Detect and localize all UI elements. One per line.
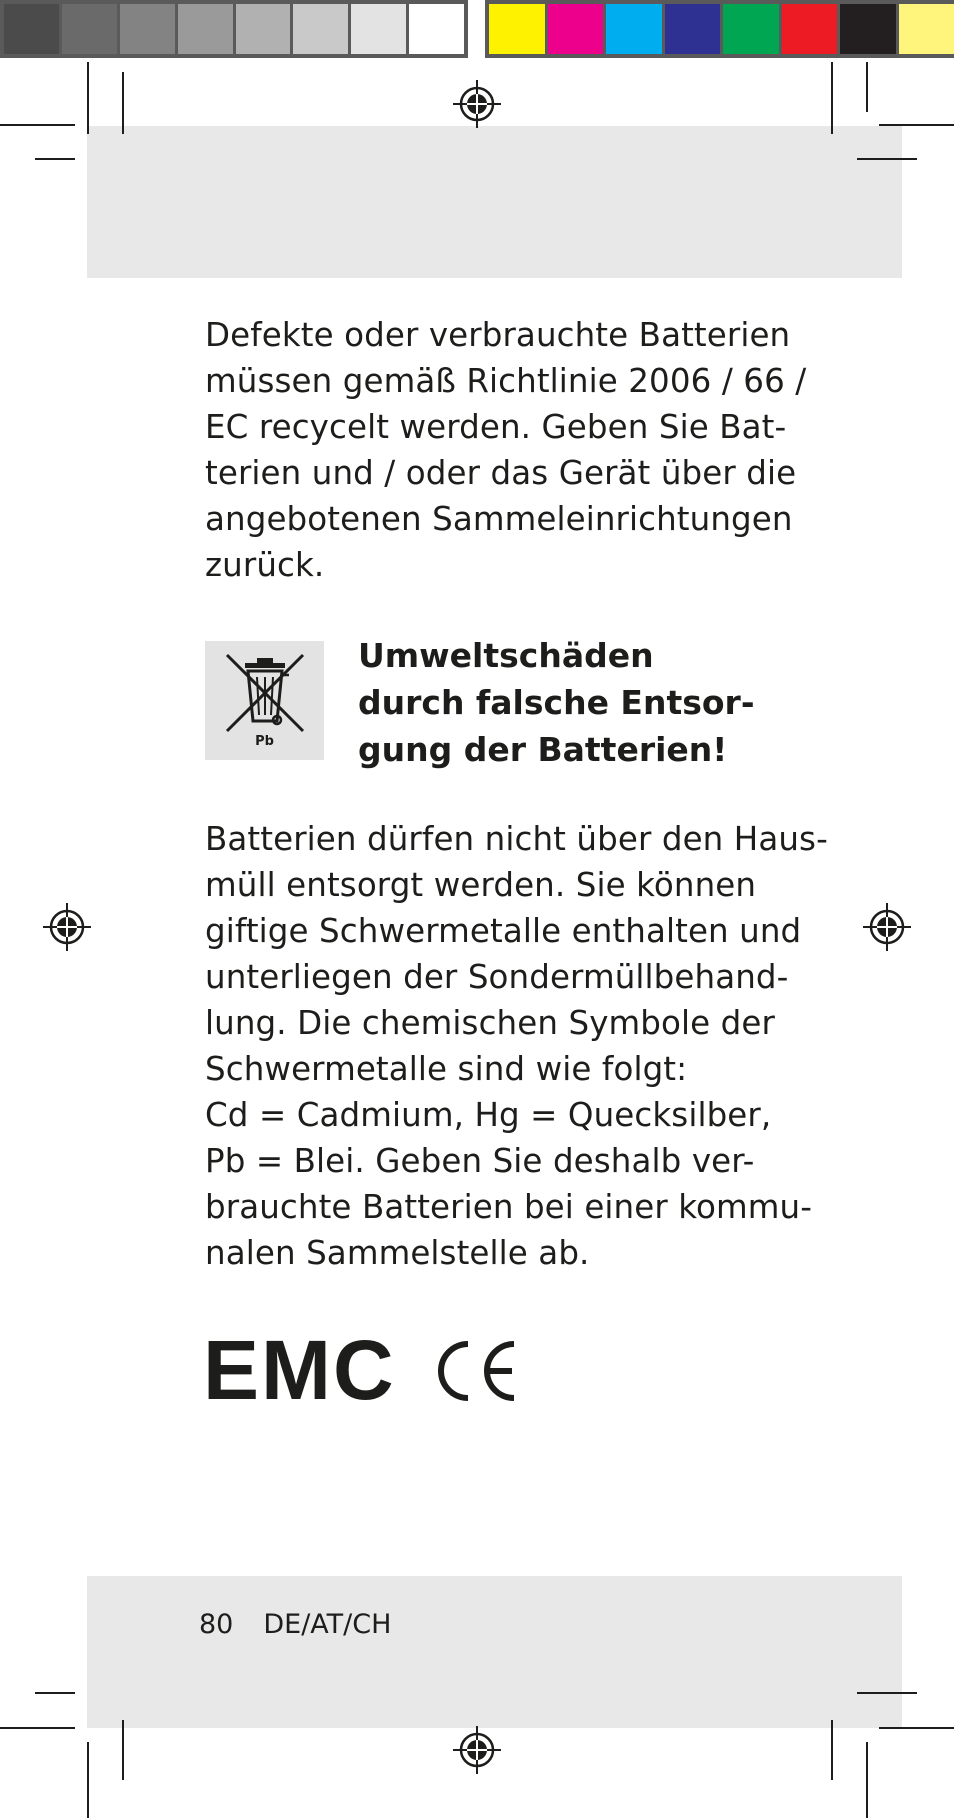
- gray-swatch: [62, 4, 120, 54]
- text-line: terien und / oder das Gerät über die: [205, 454, 797, 492]
- ce-mark-icon: [432, 1340, 518, 1402]
- text-line: nalen Sammelstelle ab.: [205, 1234, 590, 1272]
- crop-mark: [857, 158, 917, 160]
- color-swatch: [782, 4, 841, 54]
- color-swatch: [606, 4, 665, 54]
- text-line: Defekte oder verbrauchte Batterien: [205, 316, 791, 354]
- page-footer: [199, 1605, 391, 1645]
- registration-mark-icon: [863, 903, 911, 951]
- color-swatch: [548, 4, 607, 54]
- text-line: lung. Die chemischen Symbole der: [205, 1004, 775, 1042]
- crop-mark: [831, 1720, 833, 1780]
- crop-mark: [879, 124, 954, 126]
- color-swatch: [489, 4, 548, 54]
- text-line: EC recycelt werden. Geben Sie Bat-: [205, 408, 787, 446]
- crop-mark: [857, 1692, 917, 1694]
- crop-mark: [122, 72, 124, 134]
- crop-mark: [879, 1727, 954, 1729]
- header-band: [87, 126, 902, 278]
- text-line: unterliegen der Sondermüllbehand-: [205, 958, 789, 996]
- text-line: Cd = Cadmium, Hg = Quecksilber,: [205, 1096, 772, 1134]
- crop-mark: [35, 1692, 75, 1694]
- crop-mark: [831, 62, 833, 134]
- color-swatch: [899, 4, 954, 54]
- text-line: müll entsorgt werden. Sie können: [205, 866, 757, 904]
- footer-band: [87, 1576, 902, 1728]
- battery-disposal-paragraph: [205, 816, 828, 1276]
- text-line: zurück.: [205, 546, 325, 584]
- registration-mark-icon: [453, 80, 501, 128]
- gray-swatch: [120, 4, 178, 54]
- pb-label: Pb: [255, 734, 274, 749]
- grayscale-calibration-bar: [0, 0, 468, 58]
- crop-mark: [866, 1742, 868, 1818]
- recycling-paragraph: [205, 312, 807, 588]
- text-line: giftige Schwermetalle enthalten und: [205, 912, 802, 950]
- gray-swatch: [351, 4, 409, 54]
- emc-mark: EMC: [203, 1323, 396, 1417]
- text-line: Schwermetalle sind wie folgt:: [205, 1050, 688, 1088]
- crop-mark: [0, 124, 75, 126]
- crop-mark: [87, 1742, 89, 1818]
- crop-mark: [0, 1727, 75, 1729]
- text-line: müssen gemäß Richtlinie 2006 / 66 /: [205, 362, 807, 400]
- title-line: durch falsche Entsor-: [358, 683, 755, 722]
- gray-swatch: [178, 4, 236, 54]
- registration-mark-icon: [453, 1726, 501, 1774]
- text-line: Batterien dürfen nicht über den Haus-: [205, 820, 828, 858]
- region-codes: DE/AT/CH: [263, 1609, 392, 1640]
- color-swatch: [840, 4, 899, 54]
- gray-swatch: [293, 4, 351, 54]
- title-line: gung der Batterien!: [358, 730, 728, 769]
- color-swatch: [723, 4, 782, 54]
- crop-mark: [35, 158, 75, 160]
- title-line: Umweltschäden: [358, 636, 654, 675]
- crop-mark: [866, 62, 868, 112]
- crop-mark: [87, 62, 89, 134]
- gray-swatch: [4, 4, 62, 54]
- text-line: brauchte Batterien bei einer kommu-: [205, 1188, 813, 1226]
- registration-mark-icon: [43, 903, 91, 951]
- crossed-out-bin-icon: [205, 641, 324, 760]
- warning-title: [358, 632, 778, 773]
- text-line: angebotenen Sammeleinrichtungen: [205, 500, 793, 538]
- text-line: Pb = Blei. Geben Sie deshalb ver-: [205, 1142, 755, 1180]
- color-calibration-bar: [485, 0, 954, 58]
- page-number: 80: [199, 1609, 234, 1640]
- color-swatch: [665, 4, 724, 54]
- gray-swatch: [236, 4, 294, 54]
- crop-mark: [122, 1720, 124, 1780]
- gray-swatch: [409, 4, 464, 54]
